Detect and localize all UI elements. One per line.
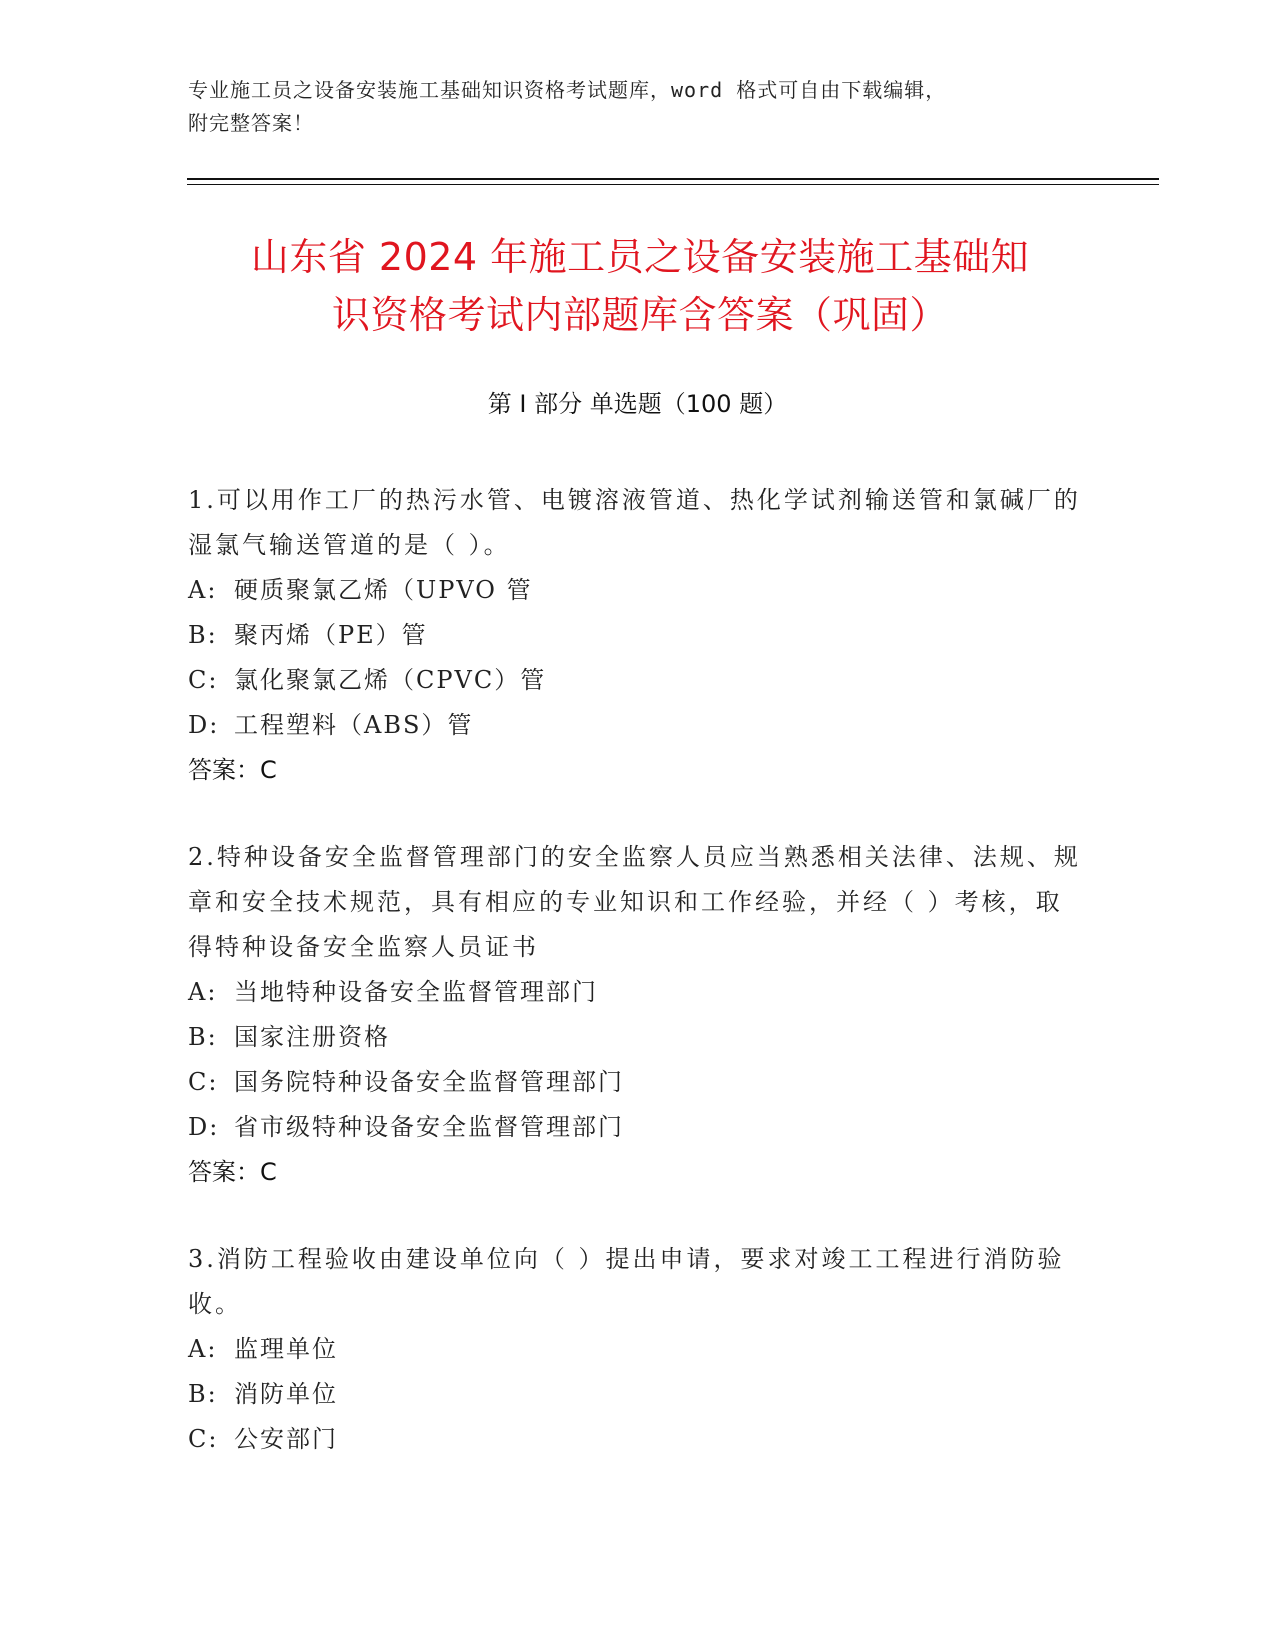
question-2 bbox=[188, 835, 1088, 1195]
option-text: 国家注册资格 bbox=[234, 1023, 390, 1051]
option-text: 氯化聚氯乙烯（CPVC）管 bbox=[234, 666, 547, 694]
question-stem: 2.特种设备安全监督管理部门的安全监察人员应当熟悉相关法律、法规、规章和安全技术规范，具有相应的专业知识和工作经验，并经（ ）考核，取得特种设备安全监察人员证书 bbox=[188, 843, 1081, 961]
option-letter: B: bbox=[188, 621, 218, 649]
option-text: 监理单位 bbox=[234, 1335, 338, 1363]
option-c bbox=[188, 658, 1088, 703]
option-letter: D: bbox=[188, 711, 220, 739]
option-text: 公安部门 bbox=[234, 1425, 338, 1453]
option-b bbox=[188, 613, 1088, 658]
option-text: 硬质聚氯乙烯（UPVO 管 bbox=[234, 576, 533, 604]
option-a bbox=[188, 1327, 1088, 1372]
answer-line: 答案：C bbox=[188, 1158, 277, 1186]
option-letter: D: bbox=[188, 1113, 220, 1141]
option-text: 工程塑料（ABS）管 bbox=[234, 711, 474, 739]
header-note-line-1: 专业施工员之设备安装施工基础知识资格考试题库，word 格式可自由下载编辑， bbox=[188, 78, 947, 102]
option-c bbox=[188, 1060, 1088, 1105]
option-letter: C: bbox=[188, 1068, 219, 1096]
document-title bbox=[190, 228, 1090, 344]
option-d bbox=[188, 1105, 1088, 1150]
section-heading: 第 I 部分 单选题（100 题） bbox=[487, 390, 788, 418]
option-text: 聚丙烯（PE）管 bbox=[234, 621, 428, 649]
option-a bbox=[188, 970, 1088, 1015]
option-c bbox=[188, 1417, 1088, 1462]
option-text: 省市级特种设备安全监督管理部门 bbox=[234, 1113, 624, 1141]
option-letter: B: bbox=[188, 1023, 218, 1051]
answer-line: 答案：C bbox=[188, 756, 277, 784]
option-text: 消防单位 bbox=[234, 1380, 338, 1408]
option-letter: A: bbox=[188, 576, 218, 604]
question-list bbox=[188, 478, 1088, 1504]
option-text: 当地特种设备安全监督管理部门 bbox=[234, 978, 598, 1006]
question-1 bbox=[188, 478, 1088, 793]
option-b bbox=[188, 1015, 1088, 1060]
document-title-line-2: 识资格考试内部题库含答案（巩固） bbox=[331, 293, 948, 337]
question-stem: 1.可以用作工厂的热污水管、电镀溶液管道、热化学试剂输送管和氯碱厂的湿氯气输送管道的是（ ）。 bbox=[188, 486, 1081, 559]
option-letter: B: bbox=[188, 1380, 218, 1408]
option-letter: A: bbox=[188, 1335, 218, 1363]
option-text: 国务院特种设备安全监督管理部门 bbox=[234, 1068, 624, 1096]
header-note-line-2: 附完整答案！ bbox=[188, 111, 314, 135]
question-3 bbox=[188, 1237, 1088, 1462]
question-stem: 3.消防工程验收由建设单位向（ ）提出申请，要求对竣工工程进行消防验收。 bbox=[188, 1245, 1065, 1318]
option-letter: A: bbox=[188, 978, 218, 1006]
option-letter: C: bbox=[188, 666, 219, 694]
option-b bbox=[188, 1372, 1088, 1417]
option-a bbox=[188, 568, 1088, 613]
option-d bbox=[188, 703, 1088, 748]
option-letter: C: bbox=[188, 1425, 219, 1453]
document-title-line-1: 山东省 2024 年施工员之设备安装施工基础知 bbox=[250, 235, 1030, 279]
header-note bbox=[188, 74, 1068, 140]
header-divider bbox=[187, 178, 1159, 185]
